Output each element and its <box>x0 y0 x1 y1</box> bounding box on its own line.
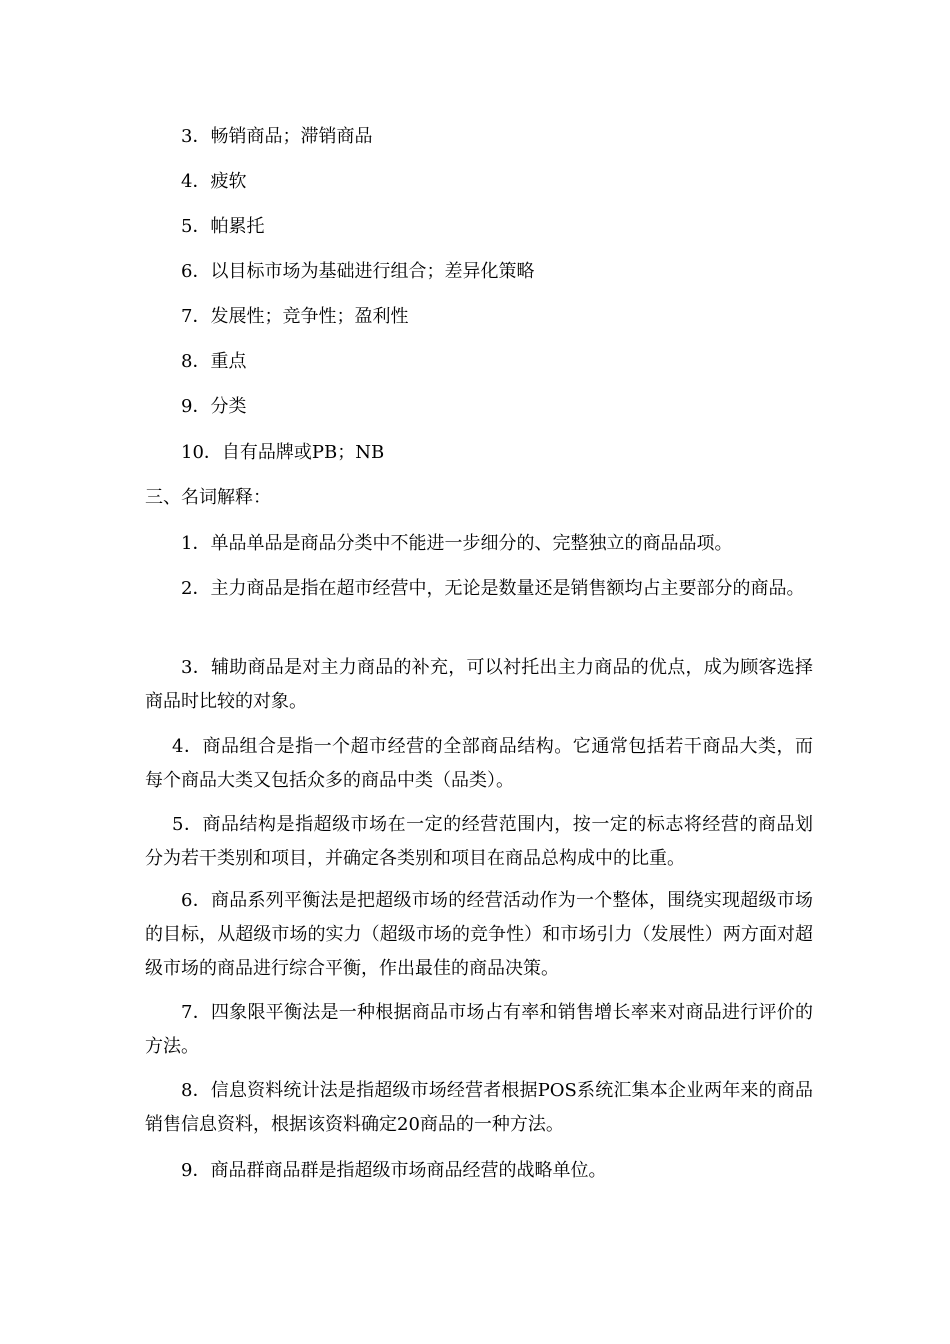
definition-paragraph: 4．商品组合是指一个超市经营的全部商品结构。它通常包括若干商品大类，而每个商品大类又包括众多的商品中类（品类）。 <box>145 736 813 791</box>
answer-item: 7．发展性；竞争性；盈利性 <box>181 306 409 327</box>
definition-paragraph: 7．四象限平衡法是一种根据商品市场占有率和销售增长率来对商品进行评价的方法。 <box>145 1002 813 1057</box>
definition-paragraph: 8．信息资料统计法是指超级市场经营者根据POS系统汇集本企业两年来的商品销售信息资料，根据该资料确定20商品的一种方法。 <box>145 1080 813 1135</box>
definition-paragraph: 3．辅助商品是对主力商品的补充，可以衬托出主力商品的优点，成为顾客选择商品时比较的对象。 <box>145 657 813 712</box>
definition-paragraph: 1．单品单品是商品分类中不能进一步细分的、完整独立的商品品项。 <box>181 533 733 554</box>
section-heading: 三、名词解释： <box>145 487 271 508</box>
definition-paragraph: 6．商品系列平衡法是把超级市场的经营活动作为一个整体，围绕实现超级市场的目标，从超级市场的实力（超级市场的竞争性）和市场引力（发展性）两方面对超级市场的商品进行综合平衡，作出最佳的商品决策。 <box>145 890 813 979</box>
answer-item: 5．帕累托 <box>181 216 265 237</box>
answer-item: 10．自有品牌或PB；NB <box>181 442 385 463</box>
answer-item: 3．畅销商品；滞销商品 <box>181 126 373 147</box>
definition-paragraph: 5．商品结构是指超级市场在一定的经营范围内，按一定的标志将经营的商品划分为若干类别和项目，并确定各类别和项目在商品总构成中的比重。 <box>145 814 813 869</box>
answer-item: 6．以目标市场为基础进行组合；差异化策略 <box>181 261 535 282</box>
answer-item: 8．重点 <box>181 351 247 372</box>
definition-paragraph: 2．主力商品是指在超市经营中，无论是数量还是销售额均占主要部分的商品。 <box>181 578 805 599</box>
answer-item: 9．分类 <box>181 396 247 417</box>
answer-item: 4．疲软 <box>181 171 247 192</box>
definition-paragraph: 9．商品群商品群是指超级市场商品经营的战略单位。 <box>181 1160 607 1181</box>
